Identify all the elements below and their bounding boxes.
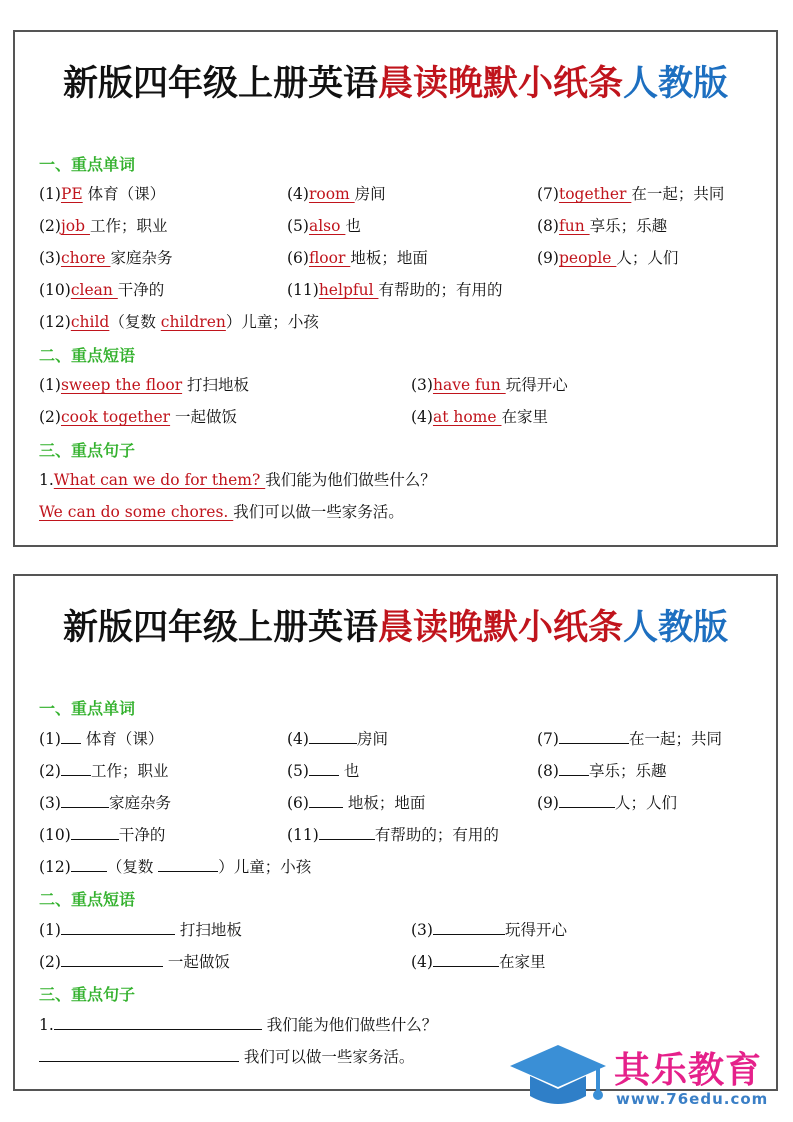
page-title-practice [15,600,776,650]
sentence-item: We can do some chores. 我们可以做一些家务活。 [39,503,404,521]
graduation-cap-icon [508,1040,608,1115]
phrase-blank: (3) 玩得开心 [411,921,567,939]
word-item: (7)together 在一起；共同 [537,185,725,203]
word-blank: (12) （复数 ）儿童；小孩 [39,858,312,876]
word-blank: (10) 干净的 [39,826,166,844]
word-blank: (11) 有帮助的；有用的 [287,826,499,844]
answer-blank[interactable] [559,760,589,776]
word-item: (8)fun 享乐；乐趣 [537,217,668,235]
word-item: (1)PE 体育（课） [39,185,166,203]
practice-card [13,574,778,1091]
answer-blank[interactable] [61,728,81,744]
phrase-blank: (1) 打扫地板 [39,921,242,939]
word-blank: (8) 享乐；乐趣 [537,762,667,780]
answer-blank[interactable] [71,824,119,840]
phrase-blank: (4) 在家里 [411,953,546,971]
answer-blank[interactable] [309,728,357,744]
title-part3: 人教版 [623,64,729,104]
sentence-item: 1.What can we do for them? 我们能为他们做些什么？ [39,471,436,489]
section-phrases-heading: 二、重点短语 [39,346,136,365]
answer-blank[interactable] [71,856,107,872]
word-item: (2)job 工作；职业 [39,217,168,235]
word-blank: (2) 工作；职业 [39,762,169,780]
section-words-heading: 一、重点单词 [39,699,136,718]
answer-card [13,30,778,547]
word-item: (10)clean 干净的 [39,281,165,299]
word-item: (9)people 人；人们 [537,249,679,267]
word-item: (6)floor 地板；地面 [287,249,428,267]
title-part1: 新版四年级上册英语 [62,64,378,104]
phrase-item: (4)at home 在家里 [411,408,548,426]
answer-blank[interactable] [61,792,109,808]
sentence-blank: 我们可以做一些家务活。 [39,1046,414,1067]
word-item: (3)chore 家庭杂务 [39,249,173,267]
word-blank: (9) 人；人们 [537,794,677,812]
sentence-blank: 1. 我们能为他们做些什么？ [39,1016,438,1034]
answer-blank[interactable] [433,951,499,967]
word-item: (12)child（复数 children）儿童；小孩 [39,313,319,331]
phrase-item: (1)sweep the floor 打扫地板 [39,376,250,394]
title-part2: 晨读晚默小纸条 [377,64,623,104]
answer-blank[interactable] [309,792,343,808]
answer-blank[interactable] [158,856,218,872]
section-sentences-heading: 三、重点句子 [39,985,136,1004]
answer-blank[interactable] [559,792,615,808]
answer-blank[interactable] [319,824,375,840]
section-sentences-heading: 三、重点句子 [39,441,136,460]
answer-blank[interactable] [39,1046,239,1062]
title-part1: 新版四年级上册英语 [62,608,378,648]
page-title [15,56,776,106]
phrase-item: (3)have fun 玩得开心 [411,376,568,394]
word-blank: (6) 地板；地面 [287,794,426,812]
answer-blank[interactable] [61,919,175,935]
phrase-blank: (2) 一起做饭 [39,953,230,971]
answer-blank[interactable] [54,1014,262,1030]
brand-logo [508,1040,788,1115]
word-blank: (3) 家庭杂务 [39,794,171,812]
brand-name: 其乐教育 [614,1050,763,1091]
answer-blank[interactable] [309,760,339,776]
word-blank: (4) 房间 [287,730,388,748]
section-phrases-heading: 二、重点短语 [39,890,136,909]
word-blank: (7) 在一起；共同 [537,730,722,748]
section-words-heading: 一、重点单词 [39,155,136,174]
title-part3: 人教版 [623,608,729,648]
brand-url: www.76edu.com [616,1090,769,1108]
word-item: (11)helpful 有帮助的；有用的 [287,281,503,299]
word-blank: (5) 也 [287,762,360,780]
answer-blank[interactable] [559,728,629,744]
word-item: (5)also 也 [287,217,361,235]
answer-blank[interactable] [61,760,91,776]
word-item: (4)room 房间 [287,185,386,203]
answer-blank[interactable] [61,951,163,967]
word-blank: (1) 体育（课） [39,730,164,748]
title-part2: 晨读晚默小纸条 [377,608,623,648]
phrase-item: (2)cook together 一起做饭 [39,408,238,426]
answer-blank[interactable] [433,919,505,935]
